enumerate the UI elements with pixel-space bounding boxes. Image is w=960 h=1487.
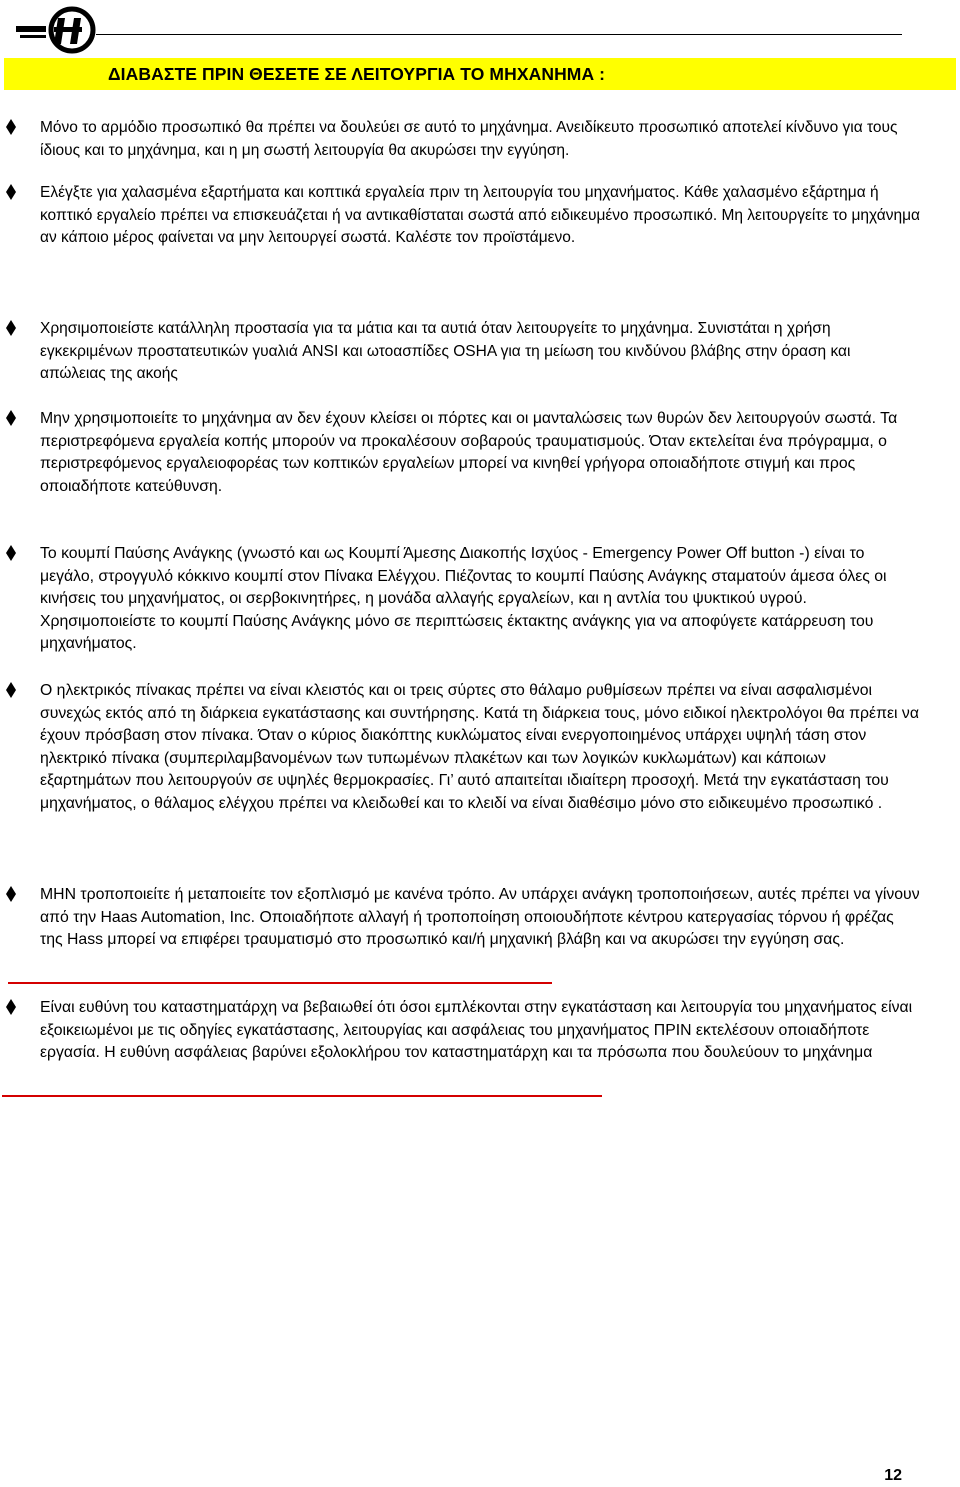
list-item-text: Χρησιμοποιείστε κατάλληλη προστασία για τα μάτια και τα αυτιά όταν λειτουργείτε το μηχάνημα. Συνιστάται η χρήση εγκεκριμένων προστατευτικών γυαλιά ANSI και ωτοασπίδες OSHA για τη μείωση του κινδύνου βλάβης στην όραση και απώλειας της ακοής xyxy=(40,320,851,383)
haas-logo-icon xyxy=(14,4,102,54)
red-divider xyxy=(2,1095,602,1097)
diamond-bullet-icon xyxy=(6,320,16,336)
list-item xyxy=(40,680,920,816)
diamond-bullet-icon xyxy=(6,410,16,426)
list-item xyxy=(40,117,920,162)
list-item xyxy=(40,884,920,952)
list-item-text: ΜΗΝ τροποποιείτε ή μεταποιείτε τον εξοπλισμό με κανένα τρόπο. Αν υπάρχει ανάγκη τροποποιήσεων, αυτές πρέπει να γίνουν από την Haas Automation, Inc. Οποιαδήποτε αλλαγή ή τροποποίηση οποιουδήποτε κέντρου κατεργασίας τόρνου ή φρέζας της Hass μπορεί να επιφέρει τραυματισμό στο προσωπικό και/ή μηχανική βλάβη και να ακυρώσει την εγγύηση σας. xyxy=(40,886,920,949)
list-item-text: Το κουμπί Παύσης Ανάγκης (γνωστό και ως Κουμπί Άμεσης Διακοπής Ισχύος - Emergency Power Off button -) είναι το μεγάλο, στρογγυλό κόκκινο κουμπί στον Πίνακα Ελέγχου. Πιέζοντας το κουμπί Παύσης Ανάγκης σταματούν άμεσα όλες οι κινήσεις του μηχανήματος, οι σερβοκινητήρες, η μονάδα αλλαγής εργαλείων, και η αντλία του ψυκτικού υγρού. Χρησιμοποιείστε το κουμπί Παύσης Ανάγκης μόνο σε περιπτώσεις έκτακτης ανάγκης για να αποφύγετε κατάρρευση του μηχανήματος. xyxy=(40,545,887,653)
list-item-text: Ελέγξτε για χαλασμένα εξαρτήματα και κοπτικά εργαλεία πριν τη λειτουργία του μηχανήματος. Κάθε χαλασμένο εξάρτημα ή κοπτικό εργαλείο πρέπει να επισκευάζεται ή να αντικαθίσταται σωστά από ειδικευμένο προσωπικό. Μη λειτουργείτε το μηχάνημα αν κάποιο μέρος φαίνεται να μην λειτουργεί σωστά. Καλέστε τον προϊστάμενο. xyxy=(40,184,920,247)
list-item-text: Μην χρησιμοποιείτε το μηχάνημα αν δεν έχουν κλείσει οι πόρτες και οι μανταλώσεις των θυρών δεν λειτουργούν σωστά. Τα περιστρεφόμενα εργαλεία κοπής μπορούν να προκαλέσουν σοβαρούς τραυματισμούς. Όταν εκτελείται ένα πρόγραμμα, ο περιστρεφόμενος εργαλειοφορέας των κοπτικών εργαλείων μπορεί να κινηθεί γρήγορα οποιαδήποτε στιγμή και προς οποιαδήποτε κατεύθυνση. xyxy=(40,410,898,495)
diamond-bullet-icon xyxy=(6,886,16,902)
list-item-text: Μόνο το αρμόδιο προσωπικό θα πρέπει να δουλεύει σε αυτό το μηχάνημα. Ανειδίκευτο προσωπικό αποτελεί κίνδυνο για τους ίδιους και το μηχάνημα, και η μη σωστή λειτουργία θα ακυρώσει την εγγύηση. xyxy=(40,119,898,159)
list-item-text: Είναι ευθύνη του καταστηματάρχη να βεβαιωθεί ότι όσοι εμπλέκονται στην εγκατάσταση και λειτουργία του μηχανήματος είναι εξοικειωμένοι με τις οδηγίες εγκατάστασης, λειτουργίας και ασφάλειας του μηχανήματος ΠΡΙΝ εκτελέσουν οποιαδήποτε εργασία. Η ευθύνη ασφάλειας βαρύνει εξολοκλήρου τον καταστηματάρχη και τα πρόσωπα που δουλεύουν το μηχάνημα xyxy=(40,999,913,1062)
list-item xyxy=(40,408,920,498)
diamond-bullet-icon xyxy=(6,999,16,1015)
header-rule xyxy=(96,34,902,35)
diamond-bullet-icon xyxy=(6,545,16,561)
page-number: 12 xyxy=(884,1467,902,1484)
diamond-bullet-icon xyxy=(6,682,16,698)
diamond-bullet-icon xyxy=(6,184,16,200)
page-title: ΔΙΑΒΑΣΤΕ ΠΡΙΝ ΘΕΣΕΤΕ ΣΕ ΛΕΙΤΟΥΡΓΙΑ ΤΟ ΜΗΧΑΝΗΜΑ : xyxy=(108,64,606,84)
list-item xyxy=(40,543,920,656)
list-item xyxy=(40,182,920,250)
list-item xyxy=(40,997,920,1065)
list-item xyxy=(40,318,920,386)
red-divider xyxy=(8,982,552,984)
diamond-bullet-icon xyxy=(6,119,16,135)
list-item-text: Ο ηλεκτρικός πίνακας πρέπει να είναι κλειστός και οι τρεις σύρτες στο θάλαμο ρυθμίσεων πρέπει να είναι ασφαλισμένοι συνεχώς εκτός από τη διάρκεια εγκατάστασης και συντήρησης. Κατά τη διάρκεια τους, μόνο ειδικοί ηλεκτρολόγοι θα πρέπει να έχουν πρόσβαση στον πίνακα. Όταν ο κύριος διακόπτης κυκλώματος είναι ενεργοποιημένος υπάρχει υψηλή τάση στον ηλεκτρικό πίνακα (συμπεριλαμβανομένων των τυπωμένων πλακέτων και των λογικών κυκλωμάτων) και κάποιων εξαρτημάτων που λειτουργούν σε υψηλές θερμοκρασίες. Γι’ αυτό απαιτείται ιδιαίτερη προσοχή. Μετά την εγκατάσταση του μηχανήματος, ο θάλαμος ελέγχου πρέπει να κλειδωθεί και το κλειδί να είναι διαθέσιμο μόνο στο ειδικευμένο προσωπικό . xyxy=(40,682,919,812)
